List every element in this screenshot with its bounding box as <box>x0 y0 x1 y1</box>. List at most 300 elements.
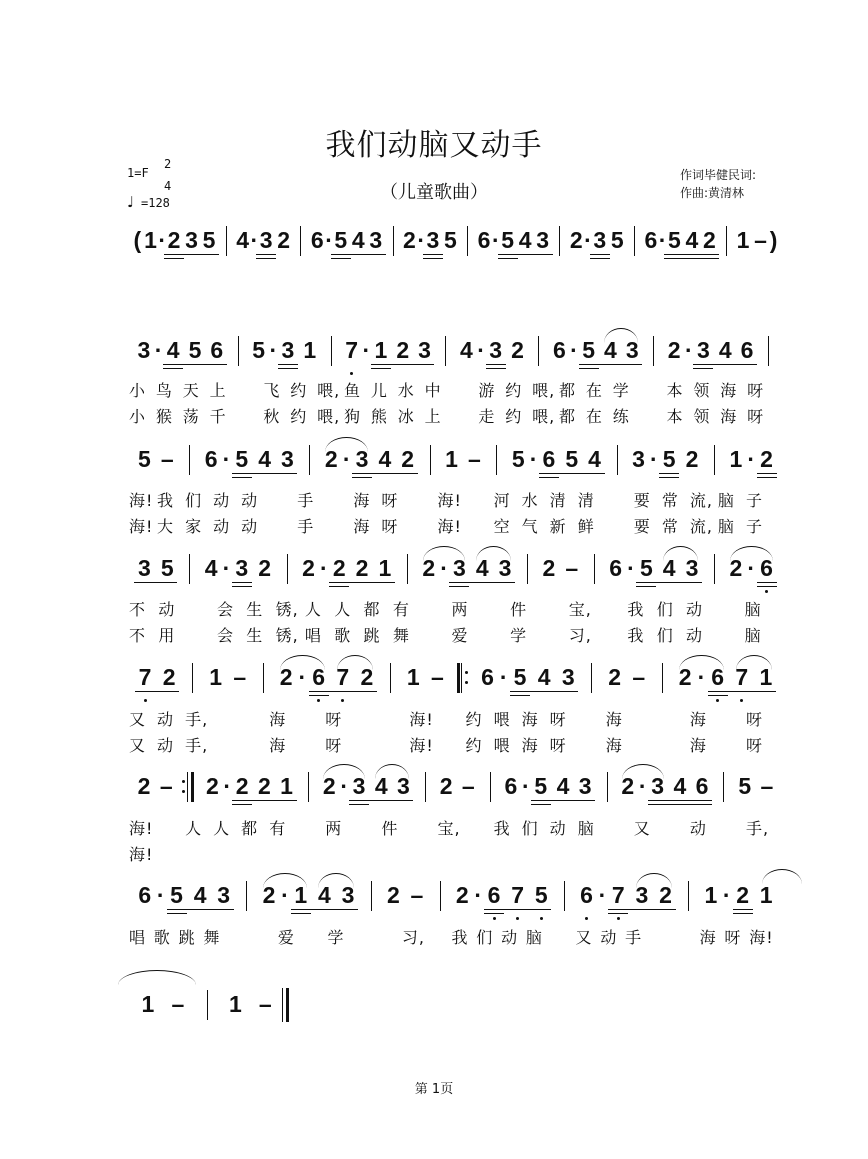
duration-underline <box>134 582 177 583</box>
note: 2 <box>569 227 583 253</box>
note: 3 <box>185 227 198 253</box>
lyric-syllable: 脑 <box>525 928 543 947</box>
duration-underline <box>708 691 776 692</box>
extension-dash: – <box>461 773 475 799</box>
lyric-syllable: 荡 <box>182 407 200 426</box>
lyric-syllable: 海 <box>269 710 287 729</box>
note: 7 <box>735 664 749 690</box>
tie-slur <box>679 655 723 670</box>
note: 3 <box>418 337 431 363</box>
augmentation-dot: · <box>658 227 667 253</box>
note: 5 <box>668 227 681 253</box>
repeat-start-thick <box>457 663 460 693</box>
lyric-syllable: 爱 <box>277 928 295 947</box>
note: 1 <box>704 882 718 908</box>
lyric-syllable: 本 <box>666 381 684 400</box>
lyric-syllable: 学 <box>612 381 630 400</box>
note: 2 <box>736 882 750 908</box>
duration-underline <box>757 477 777 478</box>
lyric-syllable: 歌 <box>334 626 352 645</box>
duration-underline <box>539 477 559 478</box>
duration-underline <box>708 695 728 696</box>
quarter-note-icon: ♩ <box>127 193 135 211</box>
lyric-syllable: 空 <box>493 517 511 536</box>
lyric-syllable: 河 <box>493 491 511 510</box>
note: 2 <box>685 446 699 472</box>
note: 2 <box>455 882 469 908</box>
time-signature-bottom: 4 <box>164 179 172 193</box>
note: 2 <box>332 555 346 581</box>
barline <box>634 226 635 256</box>
tempo-mark: =128 <box>141 196 170 210</box>
extension-dash: – <box>410 882 424 908</box>
barline <box>246 881 247 911</box>
note: 3 <box>697 337 710 363</box>
lyric-syllable: 我 <box>493 819 511 838</box>
note: 3 <box>259 227 273 253</box>
barline <box>496 445 497 475</box>
duration-underline <box>309 691 377 692</box>
barline <box>425 772 426 802</box>
tie-slur <box>730 546 773 561</box>
note: 2 <box>401 446 415 472</box>
final-barline-thick <box>286 988 289 1022</box>
lyric-syllable: 喂 <box>493 710 511 729</box>
note: 2 <box>279 664 293 690</box>
note: 5 <box>610 227 624 253</box>
note: 4 <box>351 227 365 253</box>
note: 3 <box>489 337 503 363</box>
duration-underline <box>636 586 656 587</box>
duration-underline <box>256 254 276 255</box>
lyric-syllable: 脑 <box>744 600 762 619</box>
note: 1 <box>374 337 388 363</box>
note: 5 <box>639 555 653 581</box>
duration-underline <box>349 804 369 805</box>
duration-underline <box>733 909 753 910</box>
note: 2 <box>386 882 400 908</box>
duration-underline <box>484 913 504 914</box>
lyric-syllable: 人 <box>304 600 322 619</box>
note: 5 <box>252 337 266 363</box>
duration-underline <box>232 473 298 474</box>
lyric-syllable: 海! <box>749 928 774 947</box>
note: 3 <box>352 773 366 799</box>
lyric-syllable: 生 <box>246 600 264 619</box>
duration-underline <box>539 473 605 474</box>
song-title: 我们动脑又动手 <box>325 128 543 163</box>
note: 6 <box>711 664 725 690</box>
duration-underline <box>352 473 418 474</box>
barline <box>309 445 310 475</box>
augmentation-dot: · <box>325 227 333 253</box>
lyric-syllable: 约 <box>505 381 523 400</box>
duration-underline <box>449 586 469 587</box>
note: 2 <box>702 227 716 253</box>
duration-underline <box>256 258 276 259</box>
intro-paren: ) <box>769 227 778 253</box>
tie-slur <box>118 970 196 985</box>
duration-underline <box>423 258 443 259</box>
lyric-syllable: 又 <box>633 819 651 838</box>
lyric-syllable: 我 <box>627 626 645 645</box>
repeat-end-thin <box>187 772 188 802</box>
note: 3 <box>593 227 607 253</box>
note: 4 <box>193 882 207 908</box>
duration-underline <box>659 477 679 478</box>
duration-underline <box>664 254 719 255</box>
barline <box>189 445 190 475</box>
augmentation-dot: · <box>320 555 328 581</box>
lyric-syllable: 儿 <box>370 381 388 400</box>
extension-dash: – <box>258 991 272 1017</box>
note: 2 <box>542 555 556 581</box>
low-octave-dot <box>540 917 543 920</box>
duration-underline <box>164 254 219 255</box>
duration-underline <box>329 586 349 587</box>
lyric-syllable: 人 <box>334 600 352 619</box>
note: 2 <box>235 773 249 799</box>
lyric-syllable: 呀 <box>745 736 763 755</box>
note: 4 <box>318 882 331 908</box>
duration-underline <box>309 695 329 696</box>
lyric-syllable: 爱 <box>451 626 469 645</box>
augmentation-dot: · <box>340 773 348 799</box>
note: 5 <box>160 555 174 581</box>
note: 3 <box>498 555 512 581</box>
lyric-syllable: 海 <box>689 736 707 755</box>
barline <box>300 226 301 256</box>
lyric-syllable: 我 <box>627 600 645 619</box>
note: 3 <box>651 773 665 799</box>
low-octave-dot <box>341 699 344 702</box>
lyric-syllable: 海 <box>269 736 287 755</box>
duration-underline <box>659 473 679 474</box>
note: 2 <box>322 773 336 799</box>
note: 2 <box>396 337 410 363</box>
note: 5 <box>662 446 676 472</box>
barline <box>527 554 528 584</box>
repeat-dot <box>182 780 185 783</box>
note: 2 <box>257 773 271 799</box>
duration-underline <box>167 913 187 914</box>
lyric-syllable: 们 <box>656 600 674 619</box>
extension-dash: – <box>159 773 173 799</box>
extension-dash: – <box>754 227 767 253</box>
barline <box>238 336 239 366</box>
extension-dash: – <box>430 664 444 690</box>
duration-underline <box>232 582 252 583</box>
duration-underline <box>733 913 753 914</box>
note: 6 <box>310 227 324 253</box>
note: 6 <box>542 446 556 472</box>
note: 5 <box>235 446 249 472</box>
low-octave-dot <box>617 917 620 920</box>
augmentation-dot: · <box>747 555 756 581</box>
lyric-syllable: 海! <box>129 819 154 838</box>
barline <box>617 445 618 475</box>
lyric-syllable: 用 <box>158 626 176 645</box>
augmentation-dot: · <box>529 446 538 472</box>
lyric-syllable: 唱 <box>129 928 147 947</box>
duration-underline <box>352 477 372 478</box>
lyric-syllable: 手 <box>297 517 315 536</box>
augmentation-dot: · <box>477 337 485 363</box>
note: 2 <box>760 446 773 472</box>
duration-underline <box>423 254 443 255</box>
lyric-syllable: 海 <box>720 381 738 400</box>
note: 2 <box>360 664 374 690</box>
augmentation-dot: · <box>298 664 307 690</box>
duration-underline <box>291 913 311 914</box>
note: 5 <box>334 227 348 253</box>
barline <box>189 554 190 584</box>
barline <box>564 881 565 911</box>
tie-slur <box>323 764 365 779</box>
note: 5 <box>202 227 216 253</box>
tie-slur <box>280 655 324 670</box>
lyric-syllable: 子 <box>745 491 763 510</box>
note: 6 <box>487 882 501 908</box>
note: 1 <box>759 882 773 908</box>
duration-underline <box>510 691 578 692</box>
duration-underline <box>531 804 551 805</box>
lyric-syllable: 喂, <box>532 407 556 426</box>
note: 3 <box>685 555 699 581</box>
note: 4 <box>556 773 570 799</box>
barline <box>714 445 715 475</box>
lyric-syllable: 手 <box>297 491 315 510</box>
lyric-syllable: 动 <box>213 491 231 510</box>
duration-underline <box>498 254 553 255</box>
lyric-syllable: 脑 <box>717 517 735 536</box>
lyric-syllable: 中 <box>424 381 442 400</box>
note: 6 <box>481 664 494 690</box>
note: 3 <box>625 337 639 363</box>
lyric-syllable: 件 <box>510 600 528 619</box>
duration-underline <box>331 254 386 255</box>
augmentation-dot: · <box>342 446 351 472</box>
note: 4 <box>258 446 272 472</box>
lyric-syllable: 秋 <box>263 407 281 426</box>
lyric-syllable: 常 <box>661 491 679 510</box>
lyric-syllable: 我 <box>157 491 175 510</box>
tie-slur <box>762 869 802 884</box>
note: 4 <box>588 446 601 472</box>
note: 3 <box>578 773 592 799</box>
note: 5 <box>513 664 527 690</box>
duration-underline <box>135 691 179 692</box>
note: 1 <box>209 664 222 690</box>
lyric-syllable: 千 <box>209 407 227 426</box>
note: 3 <box>217 882 231 908</box>
lyric-syllable: 手, <box>745 819 770 838</box>
lyric-syllable: 呀 <box>747 381 765 400</box>
duration-underline <box>757 473 777 474</box>
lyric-syllable: 呀 <box>745 710 763 729</box>
note: 4 <box>604 337 617 363</box>
lyric-syllable: 冰 <box>397 407 415 426</box>
duration-underline <box>371 364 435 365</box>
lyric-syllable: 清 <box>577 491 595 510</box>
low-octave-dot <box>585 917 588 920</box>
note: 4 <box>518 227 532 253</box>
lyric-syllable: 宝, <box>437 819 461 838</box>
note: 4 <box>685 227 699 253</box>
lyric-syllable: 上 <box>424 407 442 426</box>
duration-underline <box>232 477 252 478</box>
lyric-syllable: 习, <box>568 626 592 645</box>
lyric-syllable: 鲜 <box>577 517 595 536</box>
note: 5 <box>534 882 548 908</box>
lyric-syllable: 不 <box>129 626 147 645</box>
lyric-syllable: 呀 <box>549 710 567 729</box>
lyric-syllable: 天 <box>182 381 200 400</box>
barline <box>662 663 663 693</box>
note: 5 <box>188 337 202 363</box>
lyric-syllable: 舞 <box>392 626 410 645</box>
duration-underline <box>278 368 298 369</box>
augmentation-dot: · <box>281 882 289 908</box>
note: 2 <box>678 664 692 690</box>
lyric-syllable: 动 <box>689 819 707 838</box>
lyric-syllable: 海 <box>605 710 623 729</box>
note: 6 <box>477 227 491 253</box>
barline <box>407 554 408 584</box>
note: 3 <box>397 773 410 799</box>
duration-underline <box>449 582 515 583</box>
duration-underline <box>291 909 358 910</box>
extension-dash: – <box>760 773 774 799</box>
barline <box>390 663 391 693</box>
lyric-syllable: 小 <box>129 407 147 426</box>
lyric-syllable: 猴 <box>155 407 173 426</box>
lyric-syllable: 学 <box>327 928 345 947</box>
lyric-syllable: 生 <box>246 626 264 645</box>
note: 5 <box>138 446 151 472</box>
note: 4 <box>662 555 676 581</box>
note: 1 <box>759 664 773 690</box>
repeat-start-thin <box>461 663 462 693</box>
barline <box>371 881 372 911</box>
lyric-syllable: 游 <box>478 381 496 400</box>
lyric-syllable: 领 <box>693 381 711 400</box>
lyric-syllable: 锈, <box>275 600 299 619</box>
repeat-dot <box>465 671 468 674</box>
lyric-syllable: 清 <box>549 491 567 510</box>
duration-underline <box>232 804 252 805</box>
lyric-syllable: 海! <box>437 517 462 536</box>
note: 3 <box>138 555 151 581</box>
note: 6 <box>740 337 754 363</box>
note: 4 <box>475 555 489 581</box>
lyric-syllable: 脑 <box>717 491 735 510</box>
barline <box>723 772 724 802</box>
note: 6 <box>695 773 709 799</box>
duration-underline <box>693 368 713 369</box>
lyric-syllable: 我 <box>451 928 469 947</box>
lyric-syllable: 又 <box>129 710 147 729</box>
lyric-syllable: 两 <box>451 600 469 619</box>
augmentation-dot: · <box>598 882 607 908</box>
note: 3 <box>369 227 383 253</box>
lyric-syllable: 海 <box>353 491 371 510</box>
note: 7 <box>336 664 350 690</box>
lyric-syllable: 熊 <box>370 407 388 426</box>
note: 2 <box>302 555 315 581</box>
lyric-syllable: 又 <box>129 736 147 755</box>
note: 6 <box>504 773 518 799</box>
duration-underline <box>486 368 506 369</box>
lyric-syllable: 动 <box>600 928 618 947</box>
augmentation-dot: · <box>499 664 508 690</box>
lyric-syllable: 呀 <box>747 407 765 426</box>
duration-underline <box>608 909 675 910</box>
lyric-syllable: 手, <box>185 736 209 755</box>
barline <box>226 226 227 256</box>
repeat-dot <box>182 790 185 793</box>
lyric-syllable: 海 <box>720 407 738 426</box>
note: 5 <box>444 227 457 253</box>
note: 7 <box>511 882 525 908</box>
note: 2 <box>258 555 272 581</box>
note: 3 <box>137 337 151 363</box>
note: 1 <box>141 991 155 1017</box>
composer-credit: 作曲:黄清林 <box>680 186 745 200</box>
lyric-syllable: 动 <box>686 600 704 619</box>
note: 2 <box>511 337 524 363</box>
lyric-syllable: 呀 <box>724 928 742 947</box>
lyric-syllable: 不 <box>129 600 147 619</box>
note: 6 <box>138 882 152 908</box>
lyric-syllable: 脑 <box>577 819 595 838</box>
lyric-syllable: 动 <box>213 517 231 536</box>
intro-paren: ( <box>133 227 142 253</box>
repeat-end-thick <box>191 772 194 802</box>
lyric-syllable: 动 <box>158 600 176 619</box>
note: 2 <box>729 555 743 581</box>
lyric-syllable: 海! <box>437 491 462 510</box>
note: 1 <box>144 227 157 253</box>
barline <box>538 336 539 366</box>
augmentation-dot: · <box>492 227 500 253</box>
duration-underline <box>757 582 777 583</box>
duration-underline <box>486 364 506 365</box>
note: 4 <box>378 446 392 472</box>
lyric-syllable: 海 <box>353 517 371 536</box>
tie-slur <box>318 873 354 888</box>
lyric-syllable: 手 <box>625 928 643 947</box>
duration-underline <box>579 364 643 365</box>
lyric-syllable: 又 <box>575 928 593 947</box>
augmentation-dot: · <box>223 773 232 799</box>
duration-underline <box>590 258 610 259</box>
lyric-syllable: 在 <box>585 407 603 426</box>
note: 4 <box>166 337 180 363</box>
note: 3 <box>281 446 294 472</box>
lyric-syllable: 学 <box>510 626 528 645</box>
barline <box>263 663 264 693</box>
lyric-syllable: 脑 <box>744 626 762 645</box>
note: 3 <box>235 555 249 581</box>
lyric-syllable: 们 <box>476 928 494 947</box>
lyric-syllable: 鸟 <box>155 381 173 400</box>
lyric-syllable: 流, <box>689 517 713 536</box>
lyric-syllable: 呀 <box>549 736 567 755</box>
note: 1 <box>303 337 317 363</box>
lyric-syllable: 鱼 <box>344 381 362 400</box>
lyric-syllable: 动 <box>686 626 704 645</box>
